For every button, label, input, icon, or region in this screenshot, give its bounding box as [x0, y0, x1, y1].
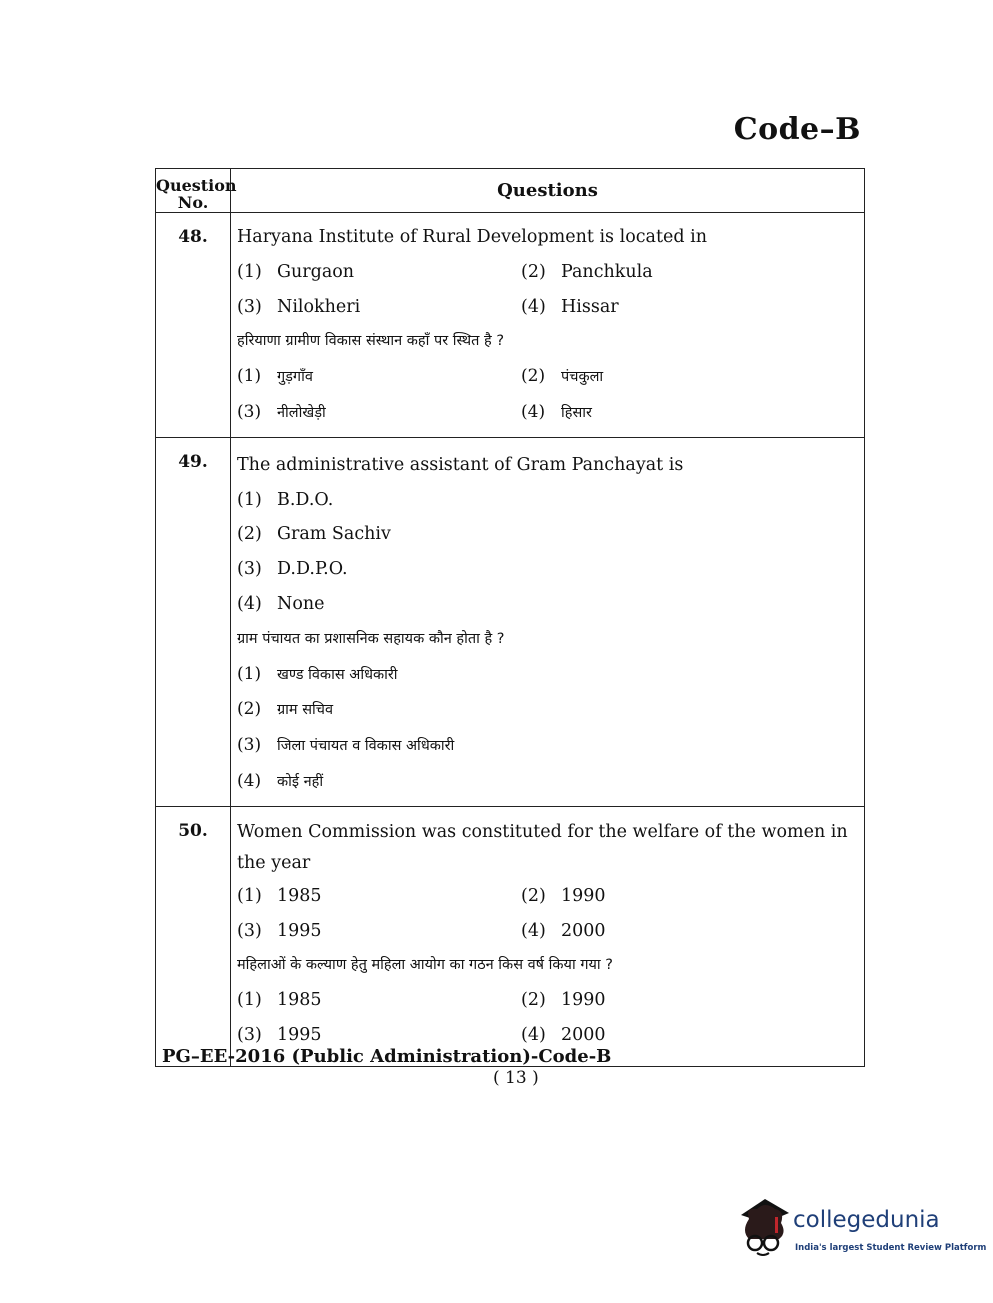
- brand-name: collegedunia: [793, 1207, 940, 1233]
- question-text-hi: हरियाणा ग्रामीण विकास संस्थान कहाँ पर स्थित है ?: [237, 333, 505, 350]
- question-text-hi: महिलाओं के कल्याण हेतु महिला आयोग का गठन किस वर्ष किया गया ?: [237, 957, 613, 974]
- mascot-icon: [735, 1197, 793, 1259]
- option-en-3: (3) 1995: [237, 920, 322, 941]
- option-en-3: (3) D.D.P.O.: [237, 559, 348, 580]
- collegedunia-watermark: [735, 1197, 987, 1267]
- question-number: 50.: [156, 806, 231, 1066]
- option-hi-4: (4) हिसार: [521, 401, 592, 422]
- option-en-4: (4) None: [237, 593, 325, 614]
- question-row-49: [156, 437, 865, 806]
- option-hi-3: (3) 1995: [237, 1024, 322, 1045]
- option-hi-1: (1) गुड़गाँव: [237, 366, 313, 387]
- option-hi-1: (1) 1985: [237, 990, 322, 1011]
- question-number: 49.: [156, 437, 231, 806]
- option-hi-1: (1) खण्ड विकास अधिकारी: [237, 663, 398, 684]
- question-row-50: [156, 806, 865, 1066]
- header-no-line-1: Question: [156, 176, 237, 195]
- question-body: [231, 213, 865, 438]
- question-text-en: Haryana Institute of Rural Development is located in: [237, 227, 707, 247]
- question-text-en: The administrative assistant of Gram Panchayat is: [237, 454, 684, 475]
- option-en-1: (1) B.D.O.: [237, 489, 334, 510]
- question-row-48: [156, 213, 865, 438]
- table-header-row: [156, 169, 865, 213]
- option-en-2: (2) Panchkula: [521, 261, 653, 282]
- option-hi-3: (3) जिला पंचायत व विकास अधिकारी: [237, 735, 455, 756]
- page-number: ( 13 ): [493, 1068, 539, 1088]
- brand-tagline: India's largest Student Review Platform: [795, 1243, 987, 1253]
- option-hi-2: (2) 1990: [521, 990, 606, 1011]
- exam-code-footer: PG–EE-2016 (Public Administration)-Code-B: [162, 1046, 612, 1067]
- question-number: 48.: [156, 213, 231, 438]
- option-en-4: (4) 2000: [521, 920, 606, 941]
- option-en-2: (2) 1990: [521, 885, 606, 906]
- option-en-1: (1) 1985: [237, 885, 322, 906]
- option-en-2: (2) Gram Sachiv: [237, 524, 391, 545]
- option-en-4: (4) Hissar: [521, 296, 619, 317]
- question-text-hi: ग्राम पंचायत का प्रशासनिक सहायक कौन होता है ?: [237, 630, 505, 647]
- questions-table: [155, 168, 865, 1067]
- question-body: [231, 806, 865, 1066]
- header-no-line-2: No.: [177, 193, 209, 212]
- option-hi-4: (4) 2000: [521, 1024, 606, 1045]
- option-hi-3: (3) नीलोखेड़ी: [237, 401, 326, 422]
- questions-header: Questions: [231, 169, 865, 213]
- question-body: [231, 437, 865, 806]
- code-label: Code–B: [733, 112, 861, 147]
- option-hi-2: (2) ग्राम सचिव: [237, 699, 334, 720]
- option-en-3: (3) Nilokheri: [237, 296, 361, 317]
- question-no-header: [156, 169, 237, 213]
- option-hi-4: (4) कोई नहीं: [237, 770, 324, 791]
- question-text-en: Women Commission was constituted for the welfare of the women in the year: [237, 821, 848, 873]
- option-hi-2: (2) पंचकुला: [521, 366, 604, 387]
- option-en-1: (1) Gurgaon: [237, 261, 355, 282]
